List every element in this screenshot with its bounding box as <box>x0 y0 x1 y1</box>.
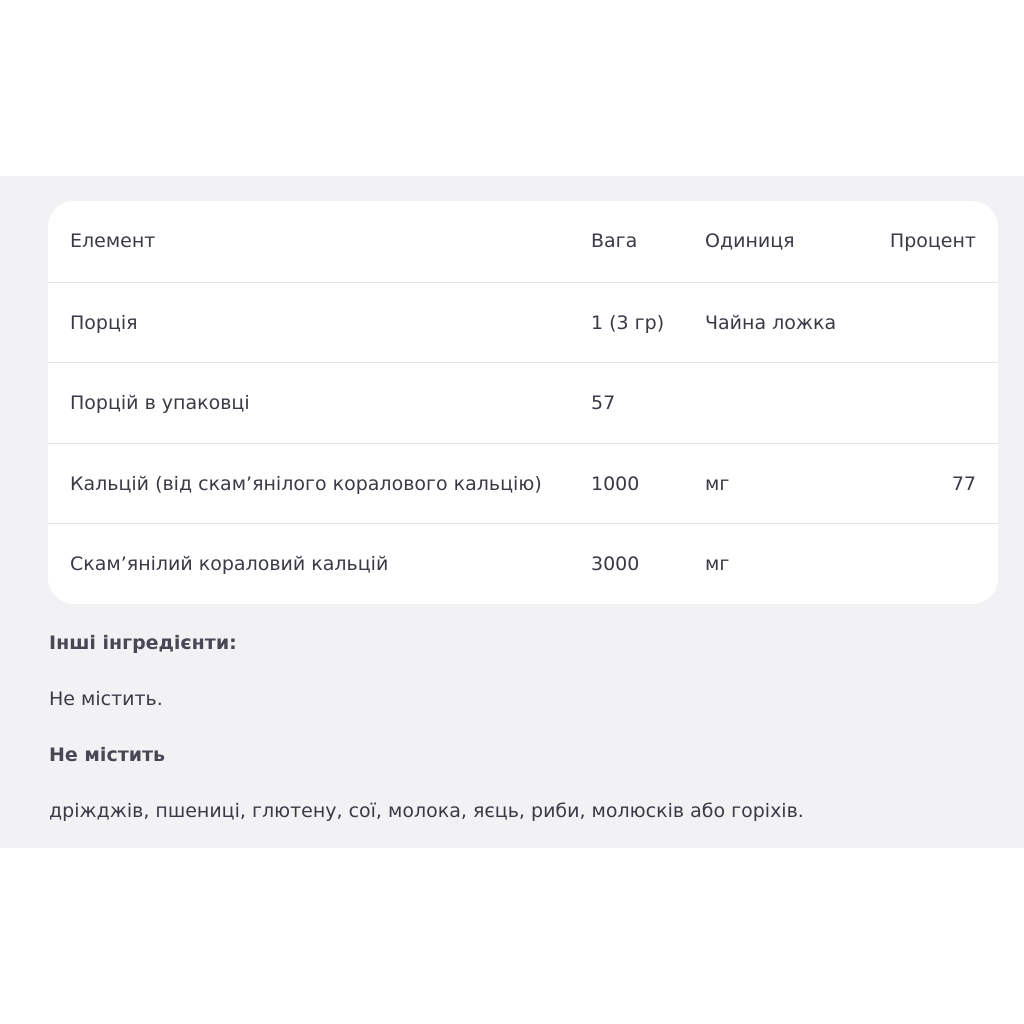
nutrition-table <box>48 201 998 604</box>
table-row <box>48 362 998 443</box>
cell-weight: 1 (3 гр) <box>591 312 665 334</box>
header-element: Елемент <box>70 230 156 252</box>
table-header-row <box>48 201 998 281</box>
cell-unit: мг <box>705 553 730 575</box>
header-percent: Процент <box>889 230 976 252</box>
table-row <box>48 282 998 363</box>
does-not-contain-text: дріжджів, пшениці, глютену, сої, молока, яєць, риби, молюсків або горіхів. <box>49 800 804 822</box>
cell-weight: 3000 <box>591 553 640 575</box>
cell-unit: мг <box>705 473 730 495</box>
cell-unit: Чайна ложка <box>705 312 837 334</box>
does-not-contain-heading: Не містить <box>49 744 166 766</box>
header-unit: Одиниця <box>705 230 795 252</box>
table-row <box>48 523 998 604</box>
other-ingredients-heading: Інші інгредієнти: <box>49 632 237 654</box>
table-row <box>48 443 998 524</box>
cell-weight: 1000 <box>591 473 640 495</box>
header-weight: Вага <box>591 230 638 252</box>
cell-element: Кальцій (від скам’янілого коралового кальцію) <box>70 473 542 495</box>
cell-element: Порція <box>70 312 138 334</box>
cell-weight: 57 <box>591 392 616 414</box>
cell-element: Порцій в упаковці <box>70 392 250 414</box>
cell-percent: 77 <box>951 473 976 495</box>
other-ingredients-text: Не містить. <box>49 688 163 710</box>
cell-element: Скам’янілий кораловий кальцій <box>70 553 389 575</box>
